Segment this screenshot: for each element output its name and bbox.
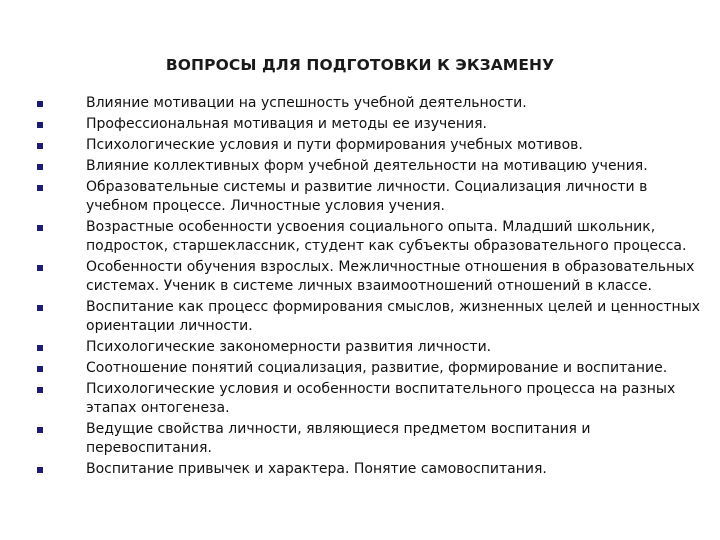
square-bullet-icon xyxy=(37,467,43,473)
question-text: Особенности обучения взрослых. Межличностные отношения в образовательных системах. Ученик в системе личных взаимоотношений отношений в классе. xyxy=(86,259,695,294)
question-text: Влияние коллективных форм учебной деятельности на мотивацию учения. xyxy=(86,158,648,174)
question-text: Психологические закономерности развития личности. xyxy=(86,339,492,355)
list-item xyxy=(0,157,720,176)
list-item xyxy=(0,298,720,336)
list-item xyxy=(0,258,720,296)
question-text: Влияние мотивации на успешность учебной деятельности. xyxy=(86,95,527,111)
page-title: ВОПРОСЫ ДЛЯ ПОДГОТОВКИ К ЭКЗАМЕНУ xyxy=(165,56,555,75)
question-text: Воспитание как процесс формирования смыслов, жизненных целей и ценностных ориентации личности. xyxy=(86,299,701,334)
square-bullet-icon xyxy=(37,265,43,271)
square-bullet-icon xyxy=(37,225,43,231)
list-item xyxy=(0,420,720,458)
question-text: Воспитание привычек и характера. Понятие самовоспитания. xyxy=(86,461,547,477)
list-item xyxy=(0,380,720,418)
list-item xyxy=(0,338,720,357)
list-item xyxy=(0,115,720,134)
square-bullet-icon xyxy=(37,143,43,149)
list-item xyxy=(0,178,720,216)
question-text: Ведущие свойства личности, являющиеся предметом воспитания и перевоспитания. xyxy=(86,421,591,456)
question-text: Психологические условия и пути формирования учебных мотивов. xyxy=(86,137,583,153)
question-text: Профессиональная мотивация и методы ее изучения. xyxy=(86,116,488,132)
square-bullet-icon xyxy=(37,427,43,433)
list-item xyxy=(0,218,720,256)
list-item xyxy=(0,94,720,113)
question-text: Психологические условия и особенности воспитательного процесса на разных этапах онтогенеза. xyxy=(86,381,676,416)
question-text: Образовательные системы и развитие личности. Социализация личности в учебном процессе. Личностные условия учения. xyxy=(86,179,648,214)
square-bullet-icon xyxy=(37,345,43,351)
list-item xyxy=(0,460,720,479)
square-bullet-icon xyxy=(37,122,43,128)
square-bullet-icon xyxy=(37,305,43,311)
square-bullet-icon xyxy=(37,164,43,170)
question-text: Возрастные особенности усвоения социального опыта. Младший школьник, подросток, старшеклассник, студент как субъекты образовательного процесса. xyxy=(86,219,687,254)
list-item xyxy=(0,359,720,378)
list-item xyxy=(0,136,720,155)
question-text: Соотношение понятий социализация, развитие, формирование и воспитание. xyxy=(86,360,668,376)
question-list xyxy=(0,94,720,481)
square-bullet-icon xyxy=(37,366,43,372)
square-bullet-icon xyxy=(37,387,43,393)
square-bullet-icon xyxy=(37,101,43,107)
square-bullet-icon xyxy=(37,185,43,191)
